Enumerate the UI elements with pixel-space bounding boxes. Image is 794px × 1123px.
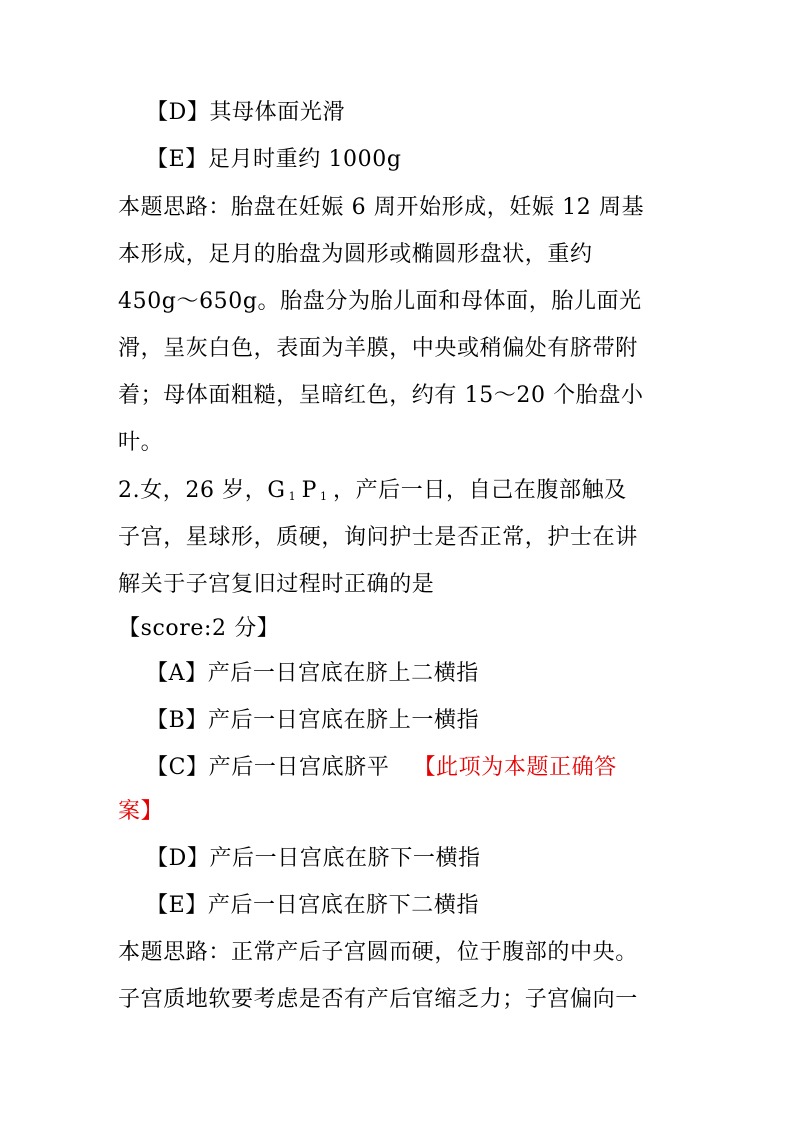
- q2-option-a: 【A】产后一日宫底在脐上二横指: [146, 661, 479, 686]
- q2-stem-suffix: ，产后一日，自己在腹部触及: [332, 478, 627, 503]
- q2-option-b: 【B】产后一日宫底在脐上一横指: [146, 708, 480, 733]
- q2-option-e: 【E】产后一日宫底在脐下二横指: [146, 893, 480, 918]
- q1-option-e: 【E】足月时重约 1000g: [146, 147, 402, 172]
- q2-stem-line: [118, 476, 627, 506]
- q2-stem-prefix: 2.女，26 岁，G: [118, 478, 286, 503]
- q2-score: 【score:2 分】: [118, 616, 280, 641]
- q2-stem-line: 子宫，星球形，质硬，询问护士是否正常，护士在讲: [118, 525, 638, 550]
- q2-option-c-line: [146, 753, 617, 783]
- q1-analysis-line: 叶。: [118, 430, 164, 455]
- q2-stem-line: 解关于子宫复旧过程时正确的是: [118, 572, 435, 597]
- q2-analysis-line: 子宫质地软要考虑是否有产后官缩乏力；子宫偏向一: [118, 987, 638, 1012]
- q1-analysis-line: 着；母体面粗糙，呈暗红色，约有 15～20 个胎盘小: [118, 383, 644, 408]
- q2-para-letter: P: [301, 478, 317, 503]
- correct-answer-tag: 【此项为本题正确答: [413, 755, 617, 780]
- q2-gravida-subscript: 1: [288, 490, 296, 503]
- q2-option-d: 【D】产后一日宫底在脐下一横指: [146, 846, 481, 871]
- q1-analysis-line: 本题思路：胎盘在妊娠 6 周开始形成，妊娠 12 周基: [118, 195, 645, 220]
- q1-analysis-line: 本形成，足月的胎盘为圆形或椭圆形盘状，重约: [118, 242, 593, 267]
- q2-analysis-line: 本题思路：正常产后子宫圆而硬，位于腹部的中央。: [118, 940, 638, 965]
- q1-analysis-line: 滑，呈灰白色，表面为羊膜，中央或稍偏处有脐带附: [118, 336, 638, 361]
- correct-answer-tag-continued: 案】: [118, 799, 164, 824]
- q1-analysis-line: 450g～650g。胎盘分为胎儿面和母体面，胎儿面光: [118, 289, 642, 314]
- q2-option-c: 【C】产后一日宫底脐平: [146, 755, 390, 780]
- q2-para-subscript: 1: [319, 490, 327, 503]
- q1-option-d: 【D】其母体面光滑: [146, 100, 346, 125]
